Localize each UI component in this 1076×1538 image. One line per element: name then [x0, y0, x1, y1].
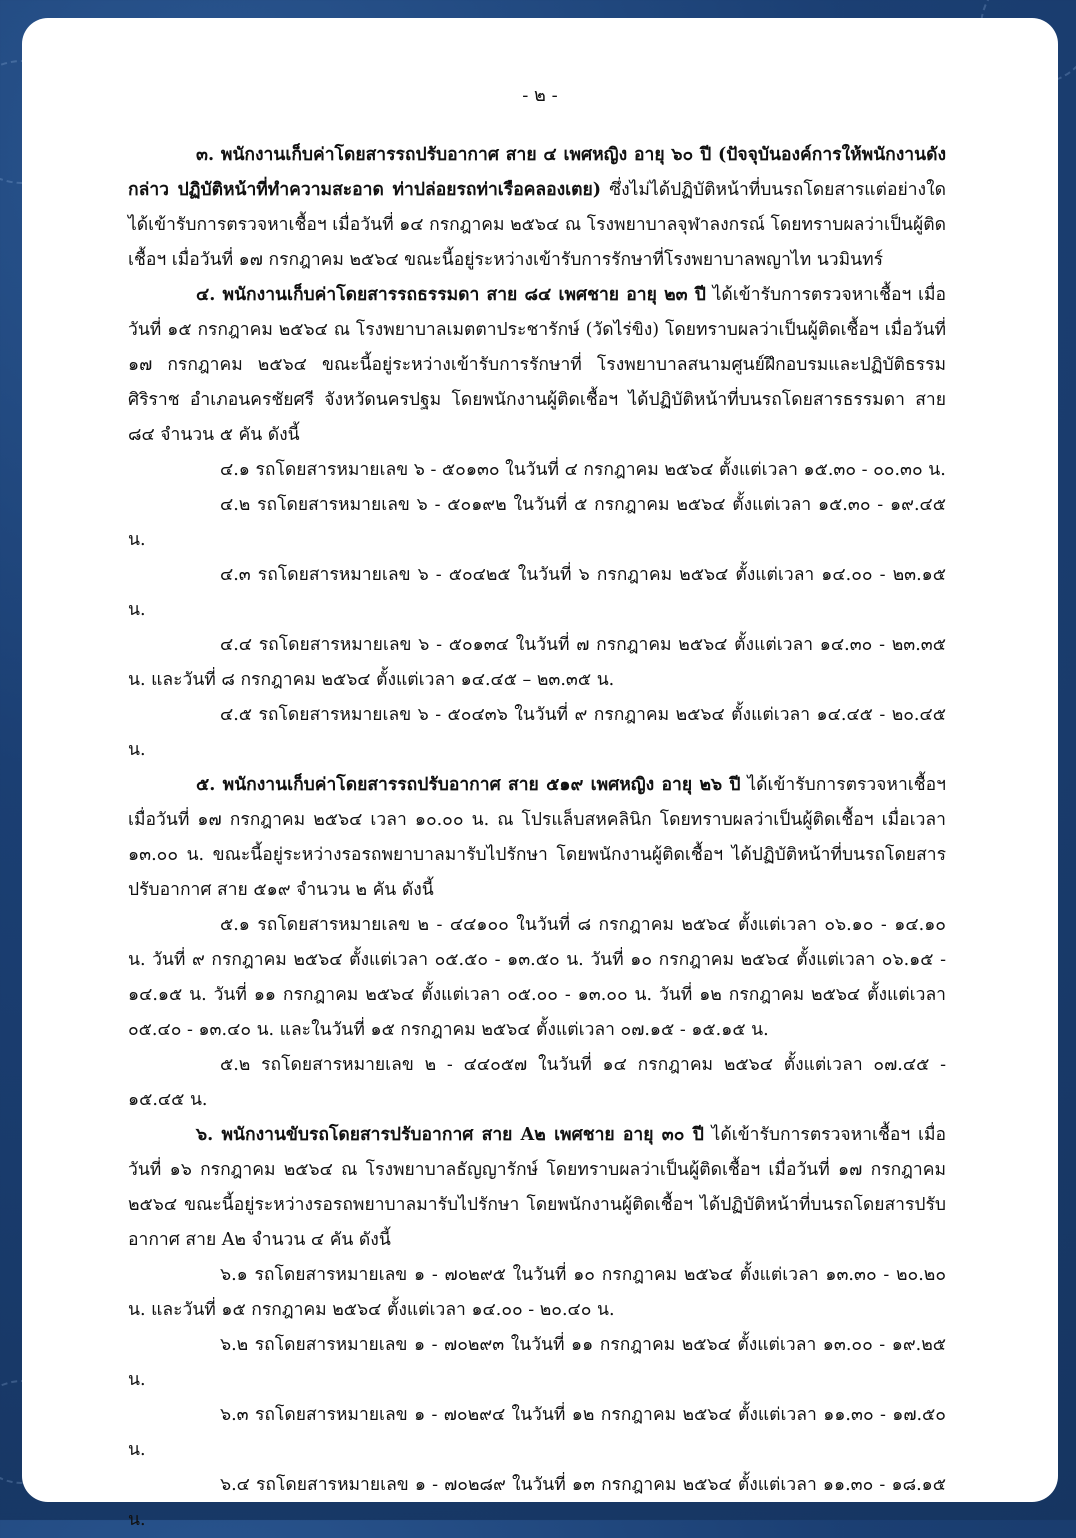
section-text: ได้เข้ารับการตรวจหาเชื้อฯ เมื่อวันที่ ๑๗ กรกฎาคม ๒๕๖๔ เวลา ๑๐.๐๐ น. ณ โปรแล็บสหคลินิก โดยทราบผลว่าเป็นผู้ติดเชื้อฯ เมื่อเวลา ๑๓.๐๐ น. ขณะนี้อยู่ระหว่างรอรถพยาบาลมารับไปรักษา โดยพนักงานผู้ติดเชื้อฯ ได้ปฏิบัติหน้าที่บนรถโดยสารปรับอากาศ สาย ๕๑๙ จำนวน ๒ คัน ดังนี้ — [128, 775, 946, 900]
section-5 — [128, 768, 946, 908]
bus-item: ๖.๓ รถโดยสารหมายเลข ๑ - ๗๐๒๙๔ ในวันที่ ๑๒ กรกฎาคม ๒๕๖๔ ตั้งแต่เวลา ๑๑.๓๐ - ๑๗.๕๐ น. — [128, 1405, 946, 1460]
bus-item: ๔.๑ รถโดยสารหมายเลข ๖ - ๕๐๑๓๐ ในวันที่ ๔ กรกฎาคม ๒๕๖๔ ตั้งแต่เวลา ๑๕.๓๐ - ๐๐.๓๐ น. — [220, 460, 946, 480]
bus-item: ๖.๔ รถโดยสารหมายเลข ๑ - ๗๐๒๘๙ ในวันที่ ๑๓ กรกฎาคม ๒๕๖๔ ตั้งแต่เวลา ๑๑.๓๐ - ๑๘.๑๕ น. — [128, 1475, 946, 1530]
bus-item: ๔.๓ รถโดยสารหมายเลข ๖ - ๕๐๔๒๕ ในวันที่ ๖ กรกฎาคม ๒๕๖๔ ตั้งแต่เวลา ๑๔.๐๐ - ๒๓.๑๕ น. — [128, 565, 946, 620]
bus-item: ๔.๕ รถโดยสารหมายเลข ๖ - ๕๐๔๓๖ ในวันที่ ๙ กรกฎาคม ๒๕๖๔ ตั้งแต่เวลา ๑๔.๔๕ - ๒๐.๔๕ น. — [128, 705, 946, 760]
section-4 — [128, 278, 946, 453]
bus-item: ๔.๔ รถโดยสารหมายเลข ๖ - ๕๐๑๓๔ ในวันที่ ๗ กรกฎาคม ๒๕๖๔ ตั้งแต่เวลา ๑๔.๓๐ - ๒๓.๓๕ น. และวันที่ ๘ กรกฎาคม ๒๕๖๔ ตั้งแต่เวลา ๑๔.๔๕ – ๒๓.๓๕ น. — [128, 635, 946, 690]
document-page — [22, 18, 1058, 1530]
page-number: - ๒ - — [522, 85, 558, 106]
bus-item: ๖.๑ รถโดยสารหมายเลข ๑ - ๗๐๒๙๕ ในวันที่ ๑๐ กรกฎาคม ๒๕๖๔ ตั้งแต่เวลา ๑๓.๓๐ - ๒๐.๒๐ น. และวันที่ ๑๕ กรกฎาคม ๒๕๖๔ ตั้งแต่เวลา ๑๔.๐๐ - ๒๐.๔๐ น. — [128, 1265, 946, 1320]
bus-item: ๔.๒ รถโดยสารหมายเลข ๖ - ๕๐๑๙๒ ในวันที่ ๕ กรกฎาคม ๒๕๖๔ ตั้งแต่เวลา ๑๕.๓๐ - ๑๙.๔๕ น. — [128, 495, 946, 550]
section-6 — [128, 1118, 946, 1258]
section-text: ได้เข้ารับการตรวจหาเชื้อฯ เมื่อวันที่ ๑๖ กรกฎาคม ๒๕๖๔ ณ โรงพยาบาลธัญญารักษ์ โดยทราบผลว่าเป็นผู้ติดเชื้อฯ เมื่อวันที่ ๑๗ กรกฎาคม ๒๕๖๔ ขณะนี้อยู่ระหว่างรอรถพยาบาลมารับไปรักษา โดยพนักงานผู้ติดเชื้อฯ ได้ปฏิบัติหน้าที่บนรถโดยสารปรับอากาศ สาย A๒ จำนวน ๔ คัน ดังนี้ — [128, 1125, 946, 1250]
section-3 — [128, 138, 946, 278]
section-text: ซึ่งไม่ได้ปฏิบัติหน้าที่บนรถโดยสารแต่อย่างใด ได้เข้ารับการตรวจหาเชื้อฯ เมื่อวันที่ ๑๔ กรกฎาคม ๒๕๖๔ ณ โรงพยาบาลจุฬาลงกรณ์ โดยทราบผลว่าเป็นผู้ติดเชื้อฯ เมื่อวันที่ ๑๗ กรกฎาคม ๒๕๖๔ ขณะนี้อยู่ระหว่างเข้ารับการรักษาที่โรงพยาบาลพญาไท นวมินทร์ — [128, 180, 946, 270]
document-body — [128, 138, 946, 1538]
section-heading: ๓. พนักงานเก็บค่าโดยสารรถปรับอากาศ สาย ๔ เพศหญิง อายุ ๖๐ ปี (ปัจจุบันองค์การให้พนักงานดังกล่าว ปฏิบัติหน้าที่ทำความสะอาด ท่าปล่อยรถท่าเรือคลองเตย) — [128, 145, 946, 200]
section-heading: ๖. พนักงานขับรถโดยสารปรับอากาศ สาย A๒ เพศชาย อายุ ๓๐ ปี — [196, 1125, 704, 1145]
bus-item: ๕.๒ รถโดยสารหมายเลข ๒ - ๔๔๐๕๗ ในวันที่ ๑๔ กรกฎาคม ๒๕๖๔ ตั้งแต่เวลา ๐๗.๔๕ - ๑๕.๔๕ น. — [128, 1055, 946, 1110]
bus-item: ๕.๑ รถโดยสารหมายเลข ๒ - ๔๔๑๐๐ ในวันที่ ๘ กรกฎาคม ๒๕๖๔ ตั้งแต่เวลา ๐๖.๑๐ - ๑๔.๑๐ น. วันที่ ๙ กรกฎาคม ๒๕๖๔ ตั้งแต่เวลา ๐๕.๕๐ - ๑๓.๕๐ น. วันที่ ๑๐ กรกฎาคม ๒๕๖๔ ตั้งแต่เวลา ๐๖.๑๕ - ๑๔.๑๕ น. วันที่ ๑๑ กรกฎาคม ๒๕๖๔ ตั้งแต่เวลา ๐๕.๐๐ - ๑๓.๐๐ น. วันที่ ๑๒ กรกฎาคม ๒๕๖๔ ตั้งแต่เวลา ๐๕.๔๐ - ๑๓.๔๐ น. และในวันที่ ๑๕ กรกฎาคม ๒๕๖๔ ตั้งแต่เวลา ๐๗.๑๕ - ๑๕.๑๕ น. — [128, 915, 946, 1040]
bus-item: ๖.๒ รถโดยสารหมายเลข ๑ - ๗๐๒๙๓ ในวันที่ ๑๑ กรกฎาคม ๒๕๖๔ ตั้งแต่เวลา ๑๓.๐๐ - ๑๙.๒๕ น. — [128, 1335, 946, 1390]
section-text: ได้เข้ารับการตรวจหาเชื้อฯ เมื่อวันที่ ๑๕ กรกฎาคม ๒๕๖๔ ณ โรงพยาบาลเมตตาประชารักษ์ (วัดไร่ขิง) โดยทราบผลว่าเป็นผู้ติดเชื้อฯ เมื่อวันที่ ๑๗ กรกฎาคม ๒๕๖๔ ขณะนี้อยู่ระหว่างเข้ารับการรักษาที่ โรงพยาบาลสนามศูนย์ฝึกอบรมและปฏิบัติธรรมศิริราช อำเภอนครชัยศรี จังหวัดนครปฐม โดยพนักงานผู้ติดเชื้อฯ ได้ปฏิบัติหน้าที่บนรถโดยสารธรรมดา สาย ๘๔ จำนวน ๕ คัน ดังนี้ — [128, 285, 946, 445]
section-heading: ๕. พนักงานเก็บค่าโดยสารรถปรับอากาศ สาย ๕๑๙ เพศหญิง อายุ ๒๖ ปี — [196, 775, 741, 795]
section-heading: ๔. พนักงานเก็บค่าโดยสารรถธรรมดา สาย ๘๔ เพศชาย อายุ ๒๓ ปี — [196, 285, 706, 305]
